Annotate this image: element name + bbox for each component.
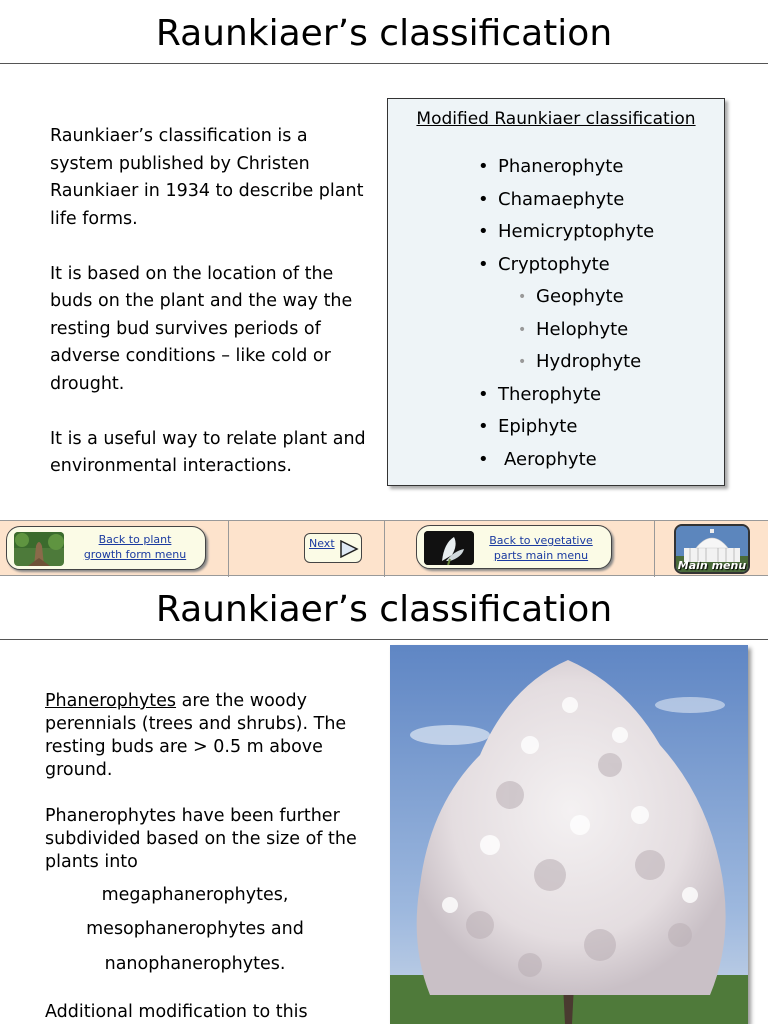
term-phanerophytes: Phanerophytes: [45, 691, 177, 711]
list-item: [388, 250, 724, 283]
back-to-plant-growth-form-button[interactable]: [6, 526, 206, 570]
next-button[interactable]: [304, 533, 362, 563]
tree-thumbnail-icon: [14, 532, 64, 566]
additional-text: Additional modification to this: [45, 1002, 308, 1022]
flower-bud-thumbnail-icon: [424, 531, 474, 565]
sub-list-item: [388, 315, 724, 348]
nav-divider: [384, 521, 385, 577]
next-arrow-icon: [339, 540, 359, 558]
sub-list-item: [388, 347, 724, 380]
main-menu-label: Main menu: [677, 559, 747, 572]
magnolia-tree-image: [390, 645, 748, 1024]
classification-box: [387, 98, 725, 486]
link-line: growth form menu: [83, 548, 187, 561]
list-item-label: Chamaephyte: [498, 188, 625, 210]
sub-bullet-icon: •: [518, 321, 527, 338]
bullet-icon: •: [478, 188, 489, 210]
main-menu-button[interactable]: [674, 524, 750, 574]
back-to-plant-link[interactable]: [77, 532, 193, 562]
list-item-label: Hemicryptophyte: [498, 221, 655, 242]
sub-bullet-icon: •: [518, 289, 527, 305]
subdivision-item: mesophanerophytes and: [86, 919, 304, 939]
list-item: [388, 185, 724, 218]
list-item: [388, 380, 724, 413]
link-line: Back to plant: [98, 533, 172, 546]
list-item-label: Helophyte: [536, 318, 629, 340]
list-item-label: Hydrophyte: [536, 351, 642, 372]
subdivision-item: megaphanerophytes,: [101, 885, 289, 905]
classification-box-title: Modified Raunkiaer classification: [416, 109, 696, 129]
back-to-vegetative-link[interactable]: [481, 533, 601, 563]
next-link[interactable]: Next: [309, 537, 335, 550]
bullet-icon: •: [478, 156, 489, 177]
intro-text: [50, 123, 370, 508]
definition-text: are the woody perennials (trees and shrubs). The resting buds are > 0.5 m above ground.: [45, 691, 347, 780]
list-item: [388, 445, 724, 478]
bullet-icon: •: [478, 221, 489, 242]
sub-list-item: [388, 282, 724, 315]
intro-paragraph: It is based on the location of the buds on the plant and the way the resting bud survives periods of adverse conditions – like cold or drought.: [50, 263, 353, 394]
bullet-icon: •: [478, 383, 489, 405]
flowering-tree-photo: [390, 645, 748, 1024]
back-to-vegetative-parts-button[interactable]: [416, 525, 612, 569]
nav-divider: [654, 521, 655, 577]
subdivision-item: nanophanerophytes.: [104, 954, 286, 974]
navigation-bar: [0, 520, 768, 576]
subdivision-text: Phanerophytes have been further subdivided based on the size of the plants into: [45, 806, 357, 872]
list-item-label: Cryptophyte: [498, 253, 610, 275]
slide-2: [0, 577, 768, 1024]
nav-divider: [228, 521, 229, 577]
list-item-label: Epiphyte: [498, 416, 578, 437]
list-item-label: Phanerophyte: [498, 156, 624, 177]
bullet-icon: •: [478, 253, 489, 275]
link-line: parts main menu: [493, 549, 589, 562]
list-item: [388, 412, 724, 445]
title-divider: [0, 639, 768, 640]
link-line: Back to vegetative: [489, 534, 593, 547]
slide-title: Raunkiaer’s classification: [155, 589, 613, 630]
title-divider: [0, 63, 768, 64]
bullet-icon: •: [478, 448, 489, 470]
list-item-label: Aerophyte: [504, 448, 597, 470]
list-item: [388, 217, 724, 250]
phanerophyte-text: [45, 690, 365, 874]
classification-list: [388, 152, 724, 477]
intro-paragraph: Raunkiaer’s classification is a system published by Christen Raunkiaer in 1934 to describe plant life forms.: [50, 126, 364, 229]
phanerophyte-definition: [45, 690, 365, 782]
sub-bullet-icon: •: [518, 354, 527, 370]
intro-paragraph: It is a useful way to relate plant and environmental interactions.: [50, 428, 366, 476]
list-item-label: Therophyte: [498, 383, 602, 405]
slide-title: Raunkiaer’s classification: [155, 13, 613, 54]
list-item: [388, 152, 724, 185]
bullet-icon: •: [478, 416, 489, 437]
list-item-label: Geophyte: [536, 286, 624, 307]
